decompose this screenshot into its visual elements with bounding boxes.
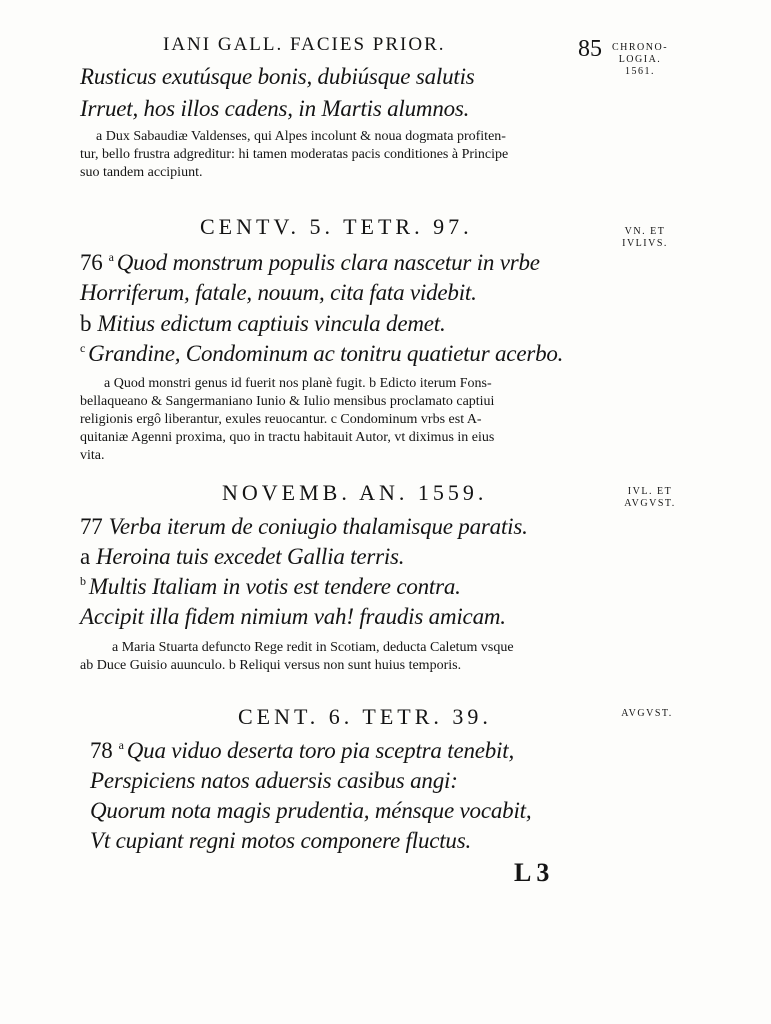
- verse-line: Irruet, hos illos cadens, in Martis alumnos.: [80, 96, 470, 121]
- commentary-line: a Maria Stuarta defuncto Rege redit in Scotiam, deducta Caletum vsque: [112, 640, 514, 655]
- verse-line: [80, 311, 446, 337]
- commentary-line: vita.: [80, 448, 105, 463]
- verse-text: Vt cupiant regni motos componere fluctus.: [90, 828, 472, 853]
- page-number: 85: [578, 36, 602, 62]
- verse-line: [80, 604, 506, 630]
- verse-number: 78: [90, 738, 113, 763]
- verse-line: [80, 250, 540, 276]
- verse-line: [80, 544, 404, 570]
- note-marker: c: [80, 341, 86, 356]
- note-marker: b: [80, 574, 86, 589]
- verse-text: Multis Italiam in votis est tendere contra.: [88, 574, 461, 599]
- margin-line: 1561.: [625, 66, 655, 77]
- verse-number: 77: [80, 514, 103, 539]
- verse-text: Accipit illa fidem nimium vah! fraudis amicam.: [80, 604, 506, 629]
- verse-text: Grandine, Condominum ac tonitru quatietur acerbo.: [88, 341, 564, 366]
- verse-line: [90, 828, 471, 854]
- verse-line: Rusticus exutúsque bonis, dubiúsque salutis: [80, 64, 475, 89]
- commentary-line: religionis ergô liberantur, exules reuocantur. c Condominum vrbs est A-: [80, 412, 482, 427]
- note-marker: a: [80, 544, 91, 569]
- verse-text: Horriferum, fatale, nouum, cita fata videbit.: [80, 280, 477, 305]
- note-marker: a: [108, 250, 114, 265]
- commentary-line: suo tandem accipiunt.: [80, 165, 203, 180]
- margin-line: AVGVST.: [624, 498, 676, 509]
- margin-line: CHRONO-: [611, 42, 669, 53]
- signature-mark: L 3: [514, 858, 550, 887]
- verse-text: Qua viduo deserta toro pia sceptra tenebit,: [126, 738, 514, 763]
- margin-line: AVGVST.: [621, 708, 673, 719]
- verse-line: [90, 768, 458, 794]
- verse-text: Perspiciens natos aduersis casibus angi:: [90, 768, 458, 793]
- verse-number: 76: [80, 250, 103, 275]
- verse-line: [80, 341, 563, 367]
- section-margin-note: [605, 226, 685, 250]
- verse-line: [80, 514, 528, 540]
- verse-line: [90, 738, 514, 764]
- section-margin-note: [612, 708, 682, 720]
- margin-line: IVLIVS.: [622, 238, 668, 249]
- commentary-line: a Dux Sabaudiæ Valdenses, qui Alpes incolunt & noua dogmata profiten-: [96, 129, 506, 144]
- section-heading: CENT. 6. TETR. 39.: [238, 704, 492, 729]
- chronologia-margin-note: [602, 42, 678, 78]
- verse-line: [80, 280, 477, 306]
- commentary-line: bellaqueano & Sangermaniano Iunio & Iulio mensibus proclamato captiui: [80, 394, 495, 409]
- note-marker: b: [80, 311, 92, 336]
- verse-text: Verba iterum de coniugio thalamisque paratis.: [108, 514, 528, 539]
- margin-line: LOGIA.: [618, 54, 662, 65]
- commentary-line: a Quod monstri genus id fuerit nos planè fugit. b Edicto iterum Fons-: [104, 376, 492, 391]
- margin-line: IVL. ET: [627, 486, 673, 497]
- verse-line: [80, 574, 461, 600]
- section-heading: NOVEMB. AN. 1559.: [222, 480, 488, 505]
- section-heading: CENTV. 5. TETR. 97.: [200, 214, 473, 239]
- verse-text: Heroina tuis excedet Gallia terris.: [96, 544, 405, 569]
- commentary-line: ab Duce Guisio auunculo. b Reliqui versus non sunt huius temporis.: [80, 658, 462, 673]
- running-title: IANI GALL. FACIES PRIOR.: [163, 34, 446, 55]
- verse-text: Mitius edictum captiuis vincula demet.: [97, 311, 446, 336]
- margin-line: VN. ET: [624, 226, 666, 237]
- commentary-line: quitaniæ Agenni proxima, quo in tractu habitauit Autor, vt diximus in eius: [80, 430, 495, 445]
- verse-line: [90, 798, 531, 824]
- note-marker: a: [118, 738, 124, 753]
- section-margin-note: [612, 486, 688, 510]
- verse-text: Quod monstrum populis clara nascetur in vrbe: [116, 250, 540, 275]
- commentary-line: tur, bello frustra adgreditur: hi tamen moderatas pacis conditiones à Principe: [80, 147, 509, 162]
- verse-text: Quorum nota magis prudentia, ménsque vocabit,: [90, 798, 532, 823]
